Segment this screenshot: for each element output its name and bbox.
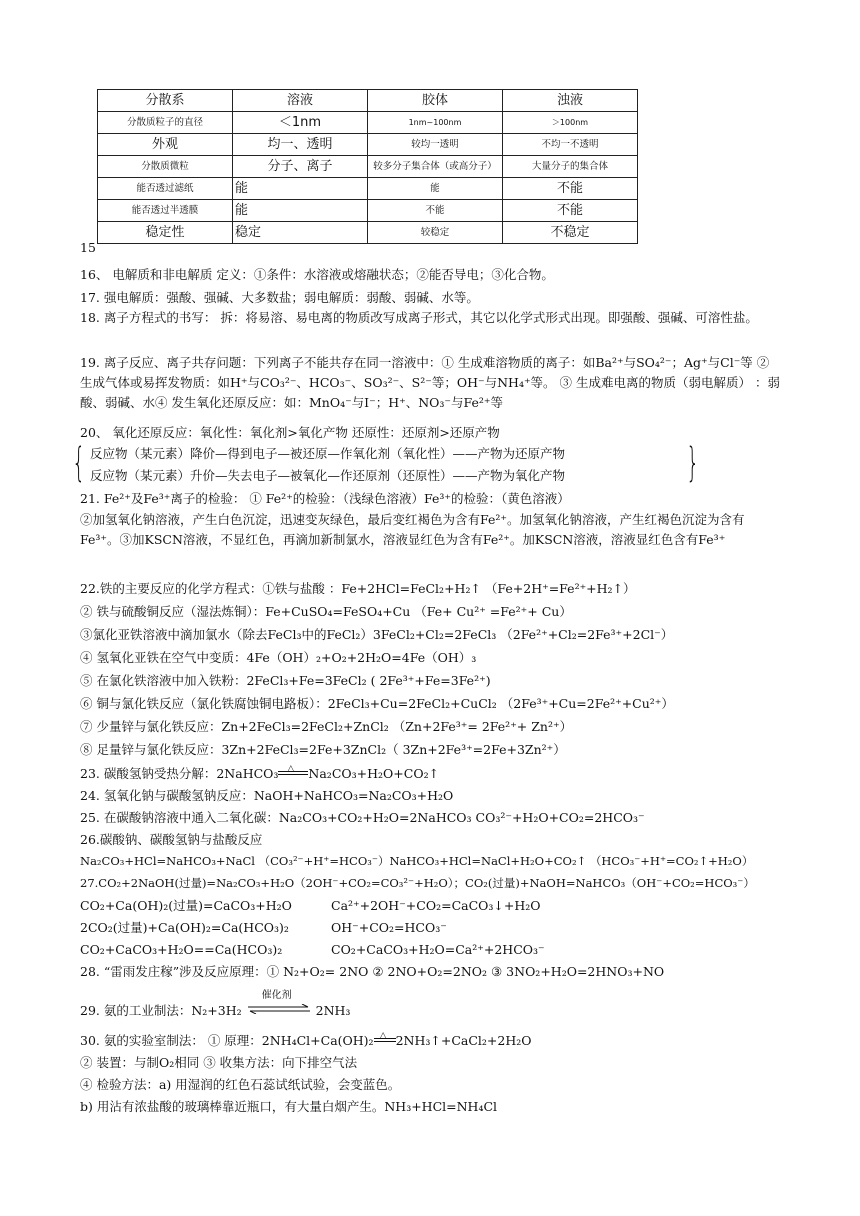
item-29 bbox=[80, 990, 351, 1019]
item-22-8: ⑧ 足量锌与氯化铁反应：3Zn+2FeCl₃=2Fe+3ZnCl₂（ 3Zn+2Fe³⁺=2Fe+3Zn²⁺） bbox=[80, 742, 566, 757]
table-cell: 较均一透明 bbox=[368, 134, 503, 156]
right-brace: } bbox=[685, 440, 699, 486]
item-27-b-right: Ca²⁺+2OH⁻+CO₂=CaCO₃↓+H₂O bbox=[331, 898, 541, 913]
reversible-arrow-icon bbox=[248, 1004, 310, 1014]
table-header: 分散系 bbox=[98, 90, 233, 112]
item-24: 24. 氢氧化钠与碳酸氢钠反应：NaOH+NaHCO₃=Na₂CO₃+H₂O bbox=[80, 788, 454, 803]
item-28: 28. “雷雨发庄稼”涉及反应原理：① N₂+O₂= 2NO ② 2NO+O₂=2NO₂ ③ 3NO₂+H₂O=2HNO₃+NO bbox=[80, 964, 665, 979]
reversible-arrow bbox=[248, 990, 310, 1014]
table-row bbox=[98, 156, 638, 178]
table-cell: 能 bbox=[233, 178, 368, 200]
item-23-right: Na₂CO₃+H₂O+CO₂↑ bbox=[308, 766, 440, 781]
table-row bbox=[98, 112, 638, 134]
item-30 bbox=[80, 1032, 532, 1049]
item-30-device: ② 装置：与制O₂相同 ③ 收集方法：向下排空气法 bbox=[80, 1055, 358, 1070]
table-cell: 能 bbox=[368, 178, 503, 200]
table-cell: 分散质微粒 bbox=[98, 156, 233, 178]
item-27-c-left: 2CO₂(过量)+Ca(OH)₂=Ca(HCO₃)₂ bbox=[80, 920, 289, 935]
catalyst-label: 催化剂 bbox=[261, 990, 292, 1001]
table-cell: 不能 bbox=[503, 200, 638, 222]
item-22-6: ⑥ 铜与氯化铁反应（氯化铁腐蚀铜电路板）：2FeCl₃+Cu=2FeCl₂+CuCl₂ （2Fe³⁺+Cu=2Fe²⁺+Cu²⁺） bbox=[80, 696, 674, 711]
item-23-left: 23. 碳酸氢钠受热分解：2NaHCO₃ bbox=[80, 766, 279, 781]
redox-reduction-line: 反应物（某元素）降价—得到电子—被还原—作氧化剂（氧化性）——产物为还原产物 bbox=[90, 446, 566, 461]
item-25: 25. 在碳酸钠溶液中通入二氧化碳：Na₂CO₃+CO₂+H₂O=2NaHCO₃ CO₃²⁻+H₂O+CO₂=2HCO₃⁻ bbox=[80, 810, 645, 825]
left-brace: { bbox=[72, 440, 86, 486]
table-row bbox=[98, 178, 638, 200]
item-27-d-left: CO₂+CaCO₃+H₂O==Ca(HCO₃)₂ bbox=[80, 942, 283, 957]
redox-brace-block bbox=[72, 440, 699, 487]
table-cell: 外观 bbox=[98, 134, 233, 156]
table-cell: 分子、离子 bbox=[233, 156, 368, 178]
item-22-3: ③氯化亚铁溶液中滴加氯水（除去FeCl₃中的FeCl₂）3FeCl₂+Cl₂=2FeCl₃ （2Fe²⁺+Cl₂=2Fe³⁺+2Cl⁻） bbox=[80, 627, 674, 642]
table-row bbox=[98, 222, 638, 244]
item-20: 20、 氧化还原反应：氧化性：氧化剂>氧化产物 还原性：还原剂>还原产物 bbox=[80, 425, 500, 440]
table-cell: 不能 bbox=[368, 200, 503, 222]
item-17: 17. 强电解质：强酸、强碱、大多数盐；弱电解质：弱酸、弱碱、水等。 bbox=[80, 290, 479, 305]
dispersion-table-container bbox=[97, 89, 637, 252]
item-22-2: ② 铁与硫酸铜反应（湿法炼铜）：Fe+CuSO₄=FeSO₄+Cu （Fe+ Cu²⁺ =Fe²⁺+ Cu） bbox=[80, 604, 572, 619]
table-cell: 能否透过半透膜 bbox=[98, 200, 233, 222]
table-cell: ＞100nm bbox=[503, 112, 638, 134]
item-22-7: ⑦ 少量锌与氯化铁反应：Zn+2FeCl₃=2FeCl₂+ZnCl₂ （Zn+2Fe³⁺= 2Fe²⁺+ Zn²⁺） bbox=[80, 719, 573, 734]
item-30-test-a: ④ 检验方法：a) 用湿润的红色石蕊试纸试验，会变蓝色。 bbox=[80, 1077, 401, 1092]
item-18: 18. 离子方程式的书写： 拆：将易溶、易电离的物质改写成离子形式，其它以化学式形式出现。即强酸、强碱、可溶性盐。 bbox=[80, 310, 758, 325]
table-row bbox=[98, 134, 638, 156]
item-23 bbox=[80, 765, 439, 782]
item-22-5: ⑤ 在氯化铁溶液中加入铁粉：2FeCl₃+Fe=3FeCl₂ ( 2Fe³⁺+Fe=3Fe²⁺) bbox=[80, 673, 491, 688]
item-22-4: ④ 氢氧化亚铁在空气中变质：4Fe（OH）₂+O₂+2H₂O=4Fe（OH）₃ bbox=[80, 650, 477, 665]
table-cell: 能 bbox=[233, 200, 368, 222]
item-29-right: 2NH₃ bbox=[315, 1003, 351, 1018]
item-26-detail: Na₂CO₃+HCl=NaHCO₃+NaCl （CO₃²⁻+H⁺=HCO₃⁻）NaHCO₃+HCl=NaCl+H₂O+CO₂↑ （HCO₃⁻+H⁺=CO₂↑+H₂O） bbox=[80, 854, 754, 868]
redox-oxidation-line: 反应物（某元素）升价—失去电子—被氧化—作还原剂（还原性）——产物为氧化产物 bbox=[90, 468, 566, 483]
item-number-15: 15 bbox=[80, 240, 96, 255]
table-cell: 较稳定 bbox=[368, 222, 503, 244]
item-22: 22.铁的主要反应的化学方程式：①铁与盐酸 ：Fe+2HCl=FeCl₂+H₂↑ （Fe+2H⁺=Fe²⁺+H₂↑） bbox=[80, 581, 636, 596]
table-cell: 能否透过滤纸 bbox=[98, 178, 233, 200]
table-cell: 不均一不透明 bbox=[503, 134, 638, 156]
item-29-left: 29. 氨的工业制法：N₂+3H₂ bbox=[80, 1003, 242, 1018]
table-cell: 稳定 bbox=[233, 222, 368, 244]
table-header-row bbox=[98, 90, 638, 112]
table-cell: 分散质粒子的直径 bbox=[98, 112, 233, 134]
delta-sign-2: △ bbox=[379, 1030, 387, 1041]
table-cell: 不稳定 bbox=[503, 222, 638, 244]
table-header: 溶液 bbox=[233, 90, 368, 112]
item-27: 27.CO₂+2NaOH(过量)=Na₂CO₃+H₂O（2OH⁻+CO₂=CO₃²⁻+H₂O）；CO₂(过量)+NaOH=NaHCO₃（OH⁻+CO₂=HCO₃⁻） bbox=[80, 876, 755, 890]
item-27-d-right: CO₂+CaCO₃+H₂O=Ca²⁺+2HCO₃⁻ bbox=[331, 942, 545, 957]
item-30-right: 2NH₃↑+CaCl₂+2H₂O bbox=[395, 1033, 532, 1048]
table-cell: 较多分子集合体（或高分子） bbox=[368, 156, 503, 178]
table-header: 浊液 bbox=[503, 90, 638, 112]
table-cell: 1nm~100nm bbox=[368, 112, 503, 134]
table-header: 胶体 bbox=[368, 90, 503, 112]
table-row bbox=[98, 200, 638, 222]
item-21: 21. Fe²⁺及Fe³⁺离子的检验： ① Fe²⁺的检验：（浅绿色溶液）Fe³⁺的检验：（黄色溶液） bbox=[80, 491, 570, 506]
item-26: 26.碳酸钠、碳酸氢钠与盐酸反应 bbox=[80, 832, 263, 847]
dispersion-table bbox=[97, 89, 638, 244]
table-cell: 大量分子的集合体 bbox=[503, 156, 638, 178]
item-21-detail: ②加氢氧化钠溶液，产生白色沉淀，迅速变灰绿色，最后变红褐色为含有Fe²⁺。加氢氧化钠溶液，产生红褐色沉淀为含有Fe³⁺。③加KSCN溶液，不显红色，再滴加新制氯水，溶液显红色为含有Fe²⁺。加KSCN溶液，溶液显红色含有Fe³⁺ bbox=[80, 512, 745, 547]
item-27-c-right: OH⁻+CO₂=HCO₃⁻ bbox=[331, 920, 447, 935]
item-16: 16、 电解质和非电解质 定义：①条件：水溶液或熔融状态；②能否导电；③化合物。 bbox=[80, 267, 554, 282]
item-30-left: 30. 氨的实验室制法： ① 原理：2NH₄Cl+Ca(OH)₂ bbox=[80, 1033, 374, 1048]
item-27-b-left: CO₂+Ca(OH)₂(过量)=CaCO₃+H₂O bbox=[80, 898, 292, 913]
item-19: 19. 离子反应、离子共存问题：下列离子不能共存在同一溶液中：① 生成难溶物质的离子：如Ba²⁺与SO₄²⁻；Ag⁺与Cl⁻等 ② 生成气体或易挥发物质：如H⁺与CO₃²⁻、HCO₃⁻、SO₃²⁻、S²⁻等；OH⁻与NH₄⁺等。 ③ 生成难电离的物质（弱电解质） ：弱酸、弱碱、水④ 发生氧化还原反应：如：MnO₄⁻与I⁻；H⁺、NO₃⁻与Fe²⁺等 bbox=[80, 355, 780, 410]
table-cell: 均一、透明 bbox=[233, 134, 368, 156]
delta-sign: △ bbox=[287, 763, 295, 774]
item-30-test-b: b) 用沾有浓盐酸的玻璃棒靠近瓶口，有大量白烟产生。NH₃+HCl=NH₄Cl bbox=[80, 1099, 498, 1114]
table-cell: ＜1nm bbox=[233, 112, 368, 134]
table-cell: 稳定性 bbox=[98, 222, 233, 244]
table-cell: 不能 bbox=[503, 178, 638, 200]
